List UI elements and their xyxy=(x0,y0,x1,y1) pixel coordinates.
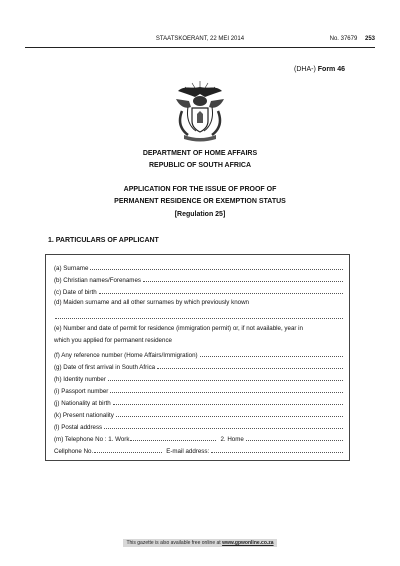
field-email-line[interactable] xyxy=(211,444,343,453)
field-postal-address-line[interactable] xyxy=(104,420,343,429)
field-forenames[interactable] xyxy=(54,273,343,284)
footer-url-link[interactable]: www.gpwonline.co.za xyxy=(222,540,274,546)
field-permit-label-line-1: (e) Number and date of permit for residence (immigration permit) or, if not available, year in xyxy=(54,325,303,332)
section-1-title: 1. PARTICULARS OF APPLICANT xyxy=(48,237,159,244)
field-reference-number-label: (f) Any reference number (Home Affairs/Immigration) xyxy=(54,352,198,359)
field-present-nationality[interactable] xyxy=(54,408,343,419)
footer-text: This gazette is also available free online at xyxy=(126,540,221,546)
form-name: Form 46 xyxy=(317,66,345,73)
field-cellphone-label: Cellphone No. xyxy=(54,448,94,455)
field-surname[interactable] xyxy=(54,261,343,272)
country-title: REPUBLIC OF SOUTH AFRICA xyxy=(148,162,252,169)
field-forenames-label: (b) Christian names/Forenames xyxy=(54,277,141,284)
field-date-of-birth-label: (c) Date of birth xyxy=(54,289,97,296)
field-telephone-home-label: 2. Home xyxy=(220,436,244,443)
form-number xyxy=(294,66,345,73)
field-present-nationality-label: (k) Present nationality xyxy=(54,412,114,419)
field-permit-label-line-2: which you applied for permanent residence xyxy=(54,337,172,344)
field-identity-number[interactable] xyxy=(54,372,343,383)
gazette-footer xyxy=(0,540,400,546)
field-nationality-at-birth-label: (j) Nationality at birth xyxy=(54,400,111,407)
field-date-of-birth-line[interactable] xyxy=(99,285,343,294)
applicant-particulars-box xyxy=(45,254,350,461)
field-surname-line[interactable] xyxy=(90,261,343,270)
field-reference-number-line[interactable] xyxy=(200,348,343,357)
field-passport-number-label: (i) Passport number xyxy=(54,388,109,395)
gazette-name-date: STAATSKOERANT, 22 MEI 2014 xyxy=(155,36,245,42)
field-maiden-surname-label: (d) Maiden surname and all other surnames by which previously known xyxy=(54,299,249,306)
application-title-line-2: PERMANENT RESIDENCE OR EXEMPTION STATUS xyxy=(114,198,286,205)
field-telephone xyxy=(54,432,343,443)
gazette-header xyxy=(25,34,375,48)
application-title-line-1: APPLICATION FOR THE ISSUE OF PROOF OF xyxy=(123,186,277,193)
field-nationality-at-birth[interactable] xyxy=(54,396,343,407)
field-first-arrival-label: (g) Date of first arrival in South Africa xyxy=(54,364,156,371)
field-identity-number-line[interactable] xyxy=(108,372,343,381)
field-forenames-line[interactable] xyxy=(143,273,343,282)
field-postal-address[interactable] xyxy=(54,420,343,431)
field-nationality-at-birth-line[interactable] xyxy=(113,396,343,405)
field-identity-number-label: (h) Identity number xyxy=(54,376,106,383)
field-email-label: E-mail address: xyxy=(166,448,210,455)
field-first-arrival-line[interactable] xyxy=(157,360,343,369)
field-postal-address-label: (l) Postal address xyxy=(54,424,103,431)
field-reference-number[interactable] xyxy=(54,348,343,359)
field-passport-number[interactable] xyxy=(54,384,343,395)
field-date-of-birth[interactable] xyxy=(54,285,343,296)
field-cellphone-line[interactable] xyxy=(94,444,162,453)
field-passport-number-line[interactable] xyxy=(110,384,343,393)
gazette-page-number: 253 xyxy=(364,36,375,42)
field-first-arrival[interactable] xyxy=(54,360,343,371)
field-telephone-work-label: (m) Telephone No : 1. Work xyxy=(54,436,130,443)
gazette-issue-page xyxy=(330,36,375,42)
department-title: DEPARTMENT OF HOME AFFAIRS xyxy=(142,150,258,157)
field-telephone-home-line[interactable] xyxy=(246,432,343,441)
field-maiden-surname-line[interactable] xyxy=(55,310,343,319)
form-prefix: (DHA-) xyxy=(294,66,316,73)
field-maiden-surname[interactable] xyxy=(54,310,343,321)
field-contact xyxy=(54,444,343,455)
regulation-reference: [Regulation 25] xyxy=(174,211,226,218)
field-surname-label: (a) Surname xyxy=(54,265,89,272)
coat-of-arms-icon xyxy=(162,77,238,143)
field-telephone-work-line[interactable] xyxy=(130,432,216,441)
field-present-nationality-line[interactable] xyxy=(116,408,343,417)
gazette-issue-number: No. 37679 xyxy=(329,36,358,42)
